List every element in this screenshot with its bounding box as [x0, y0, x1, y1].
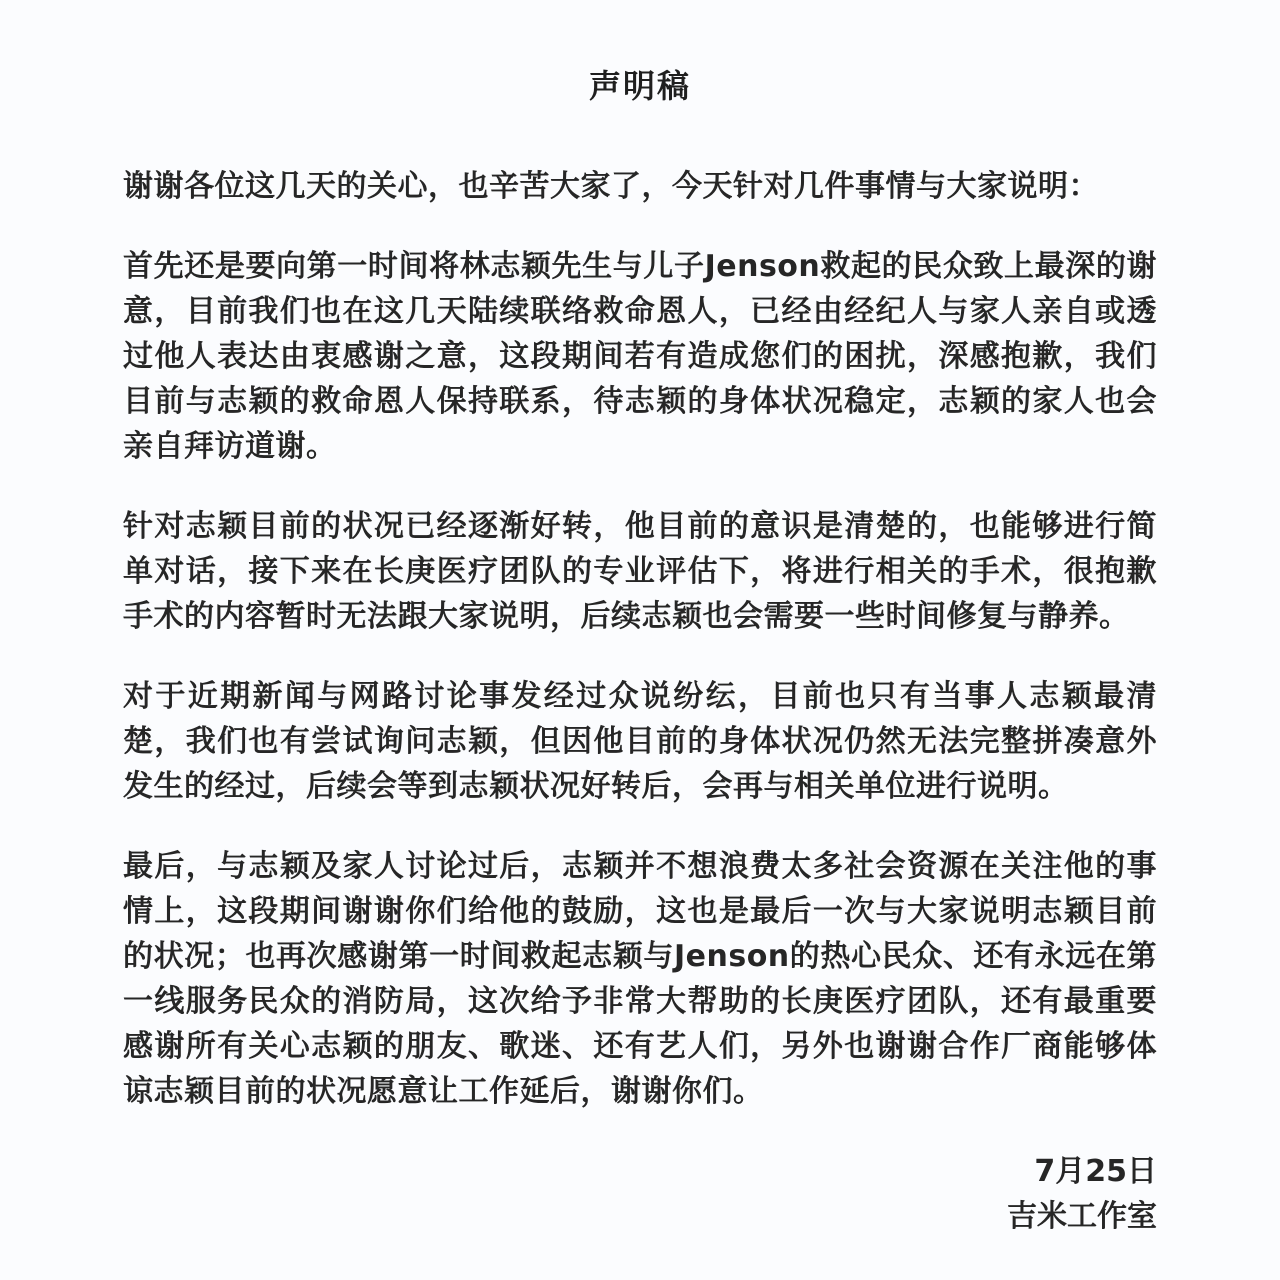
signature-date: 7月25日: [1034, 1154, 1157, 1189]
statement-paragraph-health-update: 针对志颖目前的状况已经逐渐好转，他目前的意识是清楚的，也能够进行简单对话，接下来在长庚医疗团队的专业评估下，将进行相关的手术，很抱歉手术的内容暂时无法跟大家说明，后续志颖也会需要一些时间修复与静养。: [123, 509, 1157, 634]
statement-paragraph-incident-explanation: 对于近期新闻与网路讨论事发经过众说纷纭，目前也只有当事人志颖最清楚，我们也有尝试询问志颖，但因他目前的身体状况仍然无法完整拼凑意外发生的经过，后续会等到志颖状况好转后，会再与相关单位进行说明。: [123, 679, 1157, 804]
statement-paragraph-thanks-rescuers: 首先还是要向第一时间将林志颖先生与儿子Jenson救起的民众致上最深的谢意，目前我们也在这几天陆续联络救命恩人，已经由经纪人与家人亲自或透过他人表达由衷感谢之意，这段期间若有造成您们的困扰，深感抱歉，我们目前与志颖的救命恩人保持联系，待志颖的身体状况稳定，志颖的家人也会亲自拜访道谢。: [123, 249, 1157, 464]
document-title: 声明稿: [588, 67, 691, 105]
statement-paragraph-intro: 谢谢各位这几天的关心，也辛苦大家了，今天针对几件事情与大家说明：: [123, 169, 1099, 204]
statement-paragraph-final-thanks: 最后，与志颖及家人讨论过后，志颖并不想浪费太多社会资源在关注他的事情上，这段期间谢谢你们给他的鼓励，这也是最后一次与大家说明志颖目前的状况；也再次感谢第一时间救起志颖与Jenson的热心民众、还有永远在第一线服务民众的消防局，这次给予非常大帮助的长庚医疗团队，还有最重要感谢所有关心志颖的朋友、歌迷、还有艺人们，另外也谢谢合作厂商能够体谅志颖目前的状况愿意让工作延后，谢谢你们。: [123, 849, 1157, 1109]
signature-block: [123, 1149, 1157, 1239]
signature-author: 吉米工作室: [1007, 1199, 1157, 1234]
